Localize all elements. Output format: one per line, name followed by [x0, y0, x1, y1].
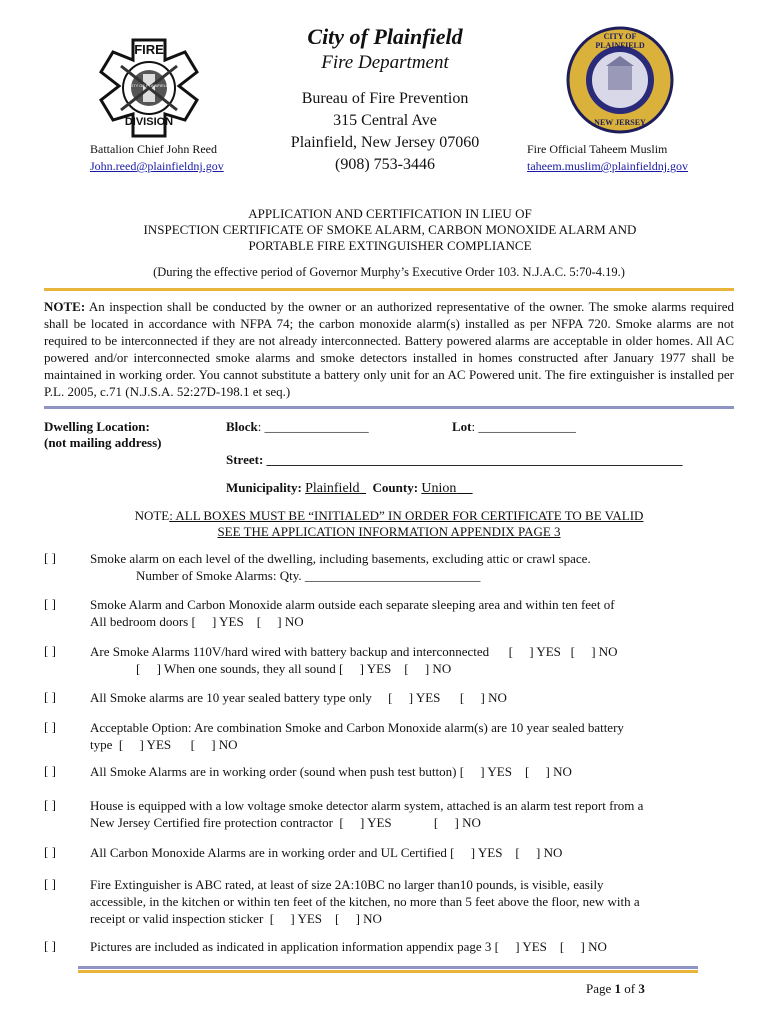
phone-number: (908) 753-3446 — [335, 156, 435, 173]
left-official-name: Battalion Chief John Reed — [90, 142, 217, 156]
checklist-item — [90, 763, 690, 780]
note-label: NOTE: — [44, 299, 86, 314]
right-official-name: Fire Official Taheem Muslim — [527, 142, 668, 156]
checklist-item — [90, 938, 690, 955]
seal-top-text: CITY OF PLAINFIELD — [595, 32, 645, 50]
checklist-item-line-1: Acceptable Option: Are combination Smoke and Carbon Monoxide alarm(s) are 10 year sealed battery — [90, 720, 624, 735]
street-address: 315 Central Ave — [333, 112, 437, 129]
fire-division-badge — [93, 38, 205, 138]
page-number — [586, 981, 645, 997]
checklist-item-line-1: Smoke alarm on each level of the dwelling, including basements, excluding attic or crawl space. — [90, 551, 591, 566]
checklist-item-line-1: House is equipped with a low voltage smoke detector alarm system, attached is an alarm test report from a — [90, 798, 644, 813]
county-value: Union — [421, 481, 457, 496]
checklist-item-line-1: All Smoke Alarms are in working order (sound when push test button) [ ] YES [ ] NO — [90, 764, 572, 779]
block-blank: : ________________ — [257, 419, 369, 434]
street-label: Street — [226, 452, 259, 467]
form-title-line-2: INSPECTION CERTIFICATE OF SMOKE ALARM, CARBON MONOXIDE ALARM AND — [143, 222, 637, 237]
divider-bottom-gold — [78, 970, 698, 973]
checklist-item-line-3: receipt or valid inspection sticker [ ] YES [ ] NO — [90, 911, 382, 926]
boxes-note — [44, 508, 734, 540]
page-prefix: Page — [586, 981, 615, 996]
checklist-item — [90, 719, 690, 753]
checklist-item-line-2: Number of Smoke Alarms: Qty. ___________________________ — [136, 568, 481, 583]
page-of: of — [621, 981, 639, 996]
city-state-zip: Plainfield, New Jersey 07060 — [290, 134, 480, 151]
bureau-name: Bureau of Fire Prevention — [301, 90, 469, 107]
municipality-label: Municipality — [226, 480, 298, 495]
block-label: Block — [226, 419, 258, 434]
checklist-item-line-2: type [ ] YES [ ] NO — [90, 737, 238, 752]
badge-bottom-text: DIVISION — [124, 116, 174, 128]
initial-checkbox[interactable]: [ ] — [44, 938, 56, 953]
initial-checkbox[interactable]: [ ] — [44, 719, 56, 734]
checklist-item-line-1: Are Smoke Alarms 110V/hard wired with battery backup and interconnected [ ] YES [ ] NO — [90, 644, 618, 659]
checklist-item — [90, 689, 690, 706]
left-official-email[interactable]: John.reed@plainfieldnj.gov — [90, 159, 224, 173]
boxes-note-line-1 — [44, 508, 734, 524]
divider-bottom-blue — [78, 966, 698, 969]
department-title: Fire Department — [321, 52, 449, 73]
city-seal — [566, 26, 674, 134]
form-title-line-3: PORTABLE FIRE EXTINGUISHER COMPLIANCE — [248, 238, 532, 253]
divider-middle — [44, 406, 734, 409]
badge-center-text: CITY OF PLAINFIELD — [129, 83, 169, 88]
checklist-item — [90, 550, 690, 584]
lot-blank: : _______________ — [471, 419, 576, 434]
period-note: (During the effective period of Governor Murphy’s Executive Order 103. N.J.A.C. 5:70-4.19.) — [153, 265, 625, 279]
initial-checkbox[interactable]: [ ] — [44, 876, 56, 891]
initial-checkbox[interactable]: [ ] — [44, 797, 56, 812]
address-block — [240, 88, 530, 176]
city-title: City of Plainfield — [307, 24, 463, 49]
checklist-item — [90, 844, 690, 861]
form-title-line-1: APPLICATION AND CERTIFICATION IN LIEU OF — [248, 206, 532, 221]
checklist-item-line-1: Pictures are included as indicated in application information appendix page 3 [ ] YES [ ] NO — [90, 939, 607, 954]
checklist-item-line-2: [ ] When one sounds, they all sound [ ] YES [ ] NO — [136, 661, 452, 676]
checklist-item — [90, 643, 690, 677]
checklist-item-line-2: accessible, in the kitchen or within ten feet of the kitchen, no more than 5 feet above the floor, new with a — [90, 894, 640, 909]
municipality-value: Plainfield — [305, 481, 360, 496]
checklist-item-line-1: All Smoke alarms are 10 year sealed battery type only [ ] YES [ ] NO — [90, 690, 507, 705]
badge-top-text: FIRE — [134, 42, 164, 57]
checklist-item — [90, 797, 690, 831]
inspection-note — [44, 298, 734, 400]
initial-checkbox[interactable]: [ ] — [44, 550, 56, 565]
dwelling-location-sub: (not mailing address) — [44, 435, 162, 450]
lot-field[interactable] — [452, 419, 576, 435]
page-current: 1 — [614, 981, 622, 996]
municipality-county-field[interactable]: Municipality: Plainfield County: Union — [226, 480, 457, 496]
initial-checkbox[interactable]: [ ] — [44, 689, 56, 704]
boxes-note-line-2: SEE THE APPLICATION INFORMATION APPENDIX PAGE 3 — [217, 524, 561, 539]
checklist-item-line-1: All Carbon Monoxide Alarms are in working order and UL Certified [ ] YES [ ] NO — [90, 845, 563, 860]
checklist-item-line-1: Smoke Alarm and Carbon Monoxide alarm outside each separate sleeping area and within ten feet of — [90, 597, 615, 612]
form-title — [80, 206, 700, 254]
seal-bottom-text: NEW JERSEY — [594, 118, 646, 127]
checklist-item-line-1: Fire Extinguisher is ABC rated, at least of size 2A:10BC no larger than10 pounds, is visible, easily — [90, 877, 604, 892]
initial-checkbox[interactable]: [ ] — [44, 763, 56, 778]
checklist-item-line-2: New Jersey Certified fire protection contractor [ ] YES [ ] NO — [90, 815, 481, 830]
county-label: County — [372, 480, 414, 495]
page-total: 3 — [638, 981, 645, 996]
street-field[interactable] — [226, 452, 683, 468]
boxes-note-text: : ALL BOXES MUST BE “INITIALED” IN ORDER FOR CERTIFICATE TO BE VALID — [169, 508, 644, 523]
note-text: An inspection shall be conducted by the owner or an authorized representative of the owner. The smoke alarms required shall be located in accordance with NFPA 74; the carbon monoxide alarm(s) installed as per NFPA 720. Smoke alarms are not required to be interconnected if they are not already interconnected. Battery powered alarms are acceptable in older homes. All AC powered and/or interconnected smoke alarms and smoke detectors installed in homes constructed after January 1977 shall be maintained in working order. You cannot substitute a battery only unit for an AC Powered unit. The fire extinguisher is installed per P.L. 2005, c.71 (N.J.S.A. 52:27D-198.1 et seq.) — [44, 299, 734, 399]
boxes-note-label: NOTE — [134, 508, 170, 523]
initial-checkbox[interactable]: [ ] — [44, 844, 56, 859]
initial-checkbox[interactable]: [ ] — [44, 596, 56, 611]
checklist-item — [90, 596, 690, 630]
right-official-email[interactable]: taheem.muslim@plainfieldnj.gov — [527, 159, 689, 173]
street-blank: : ________________________________________________________________ — [258, 452, 683, 467]
lot-label: Lot — [452, 419, 472, 434]
checklist-item-line-2: All bedroom doors [ ] YES [ ] NO — [90, 614, 304, 629]
block-field[interactable] — [226, 419, 369, 435]
dwelling-location-label: Dwelling Location: — [44, 419, 150, 434]
initial-checkbox[interactable]: [ ] — [44, 643, 56, 658]
divider-top — [44, 288, 734, 291]
checklist-item — [90, 876, 690, 927]
